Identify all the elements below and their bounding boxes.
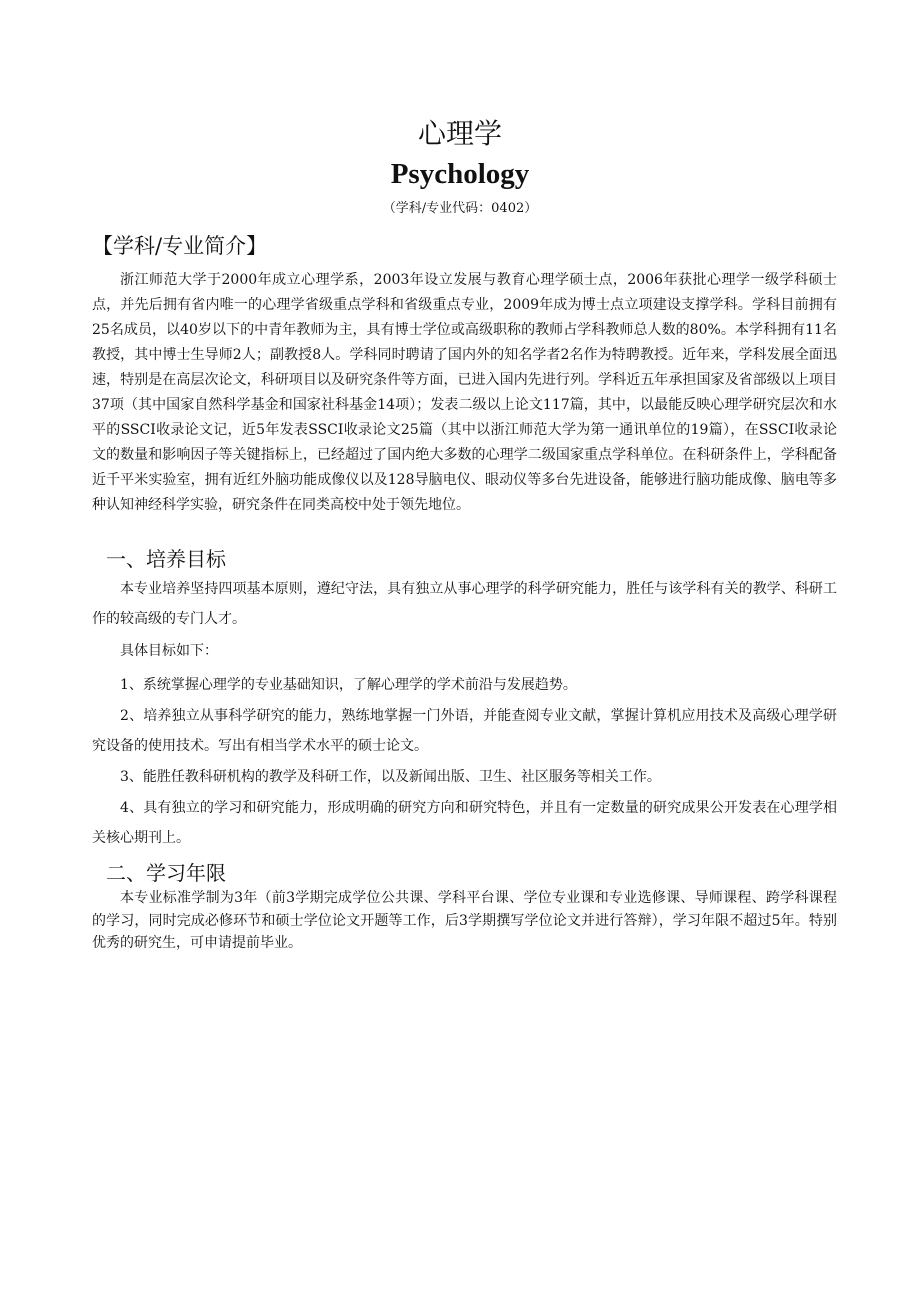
list-item: 4、具有独立的学习和研究能力，形成明确的研究方向和研究特色，并且有一定数量的研究成果公开发表在心理学相关核心期刊上。 — [92, 800, 837, 846]
intro-heading: 【学科/专业简介】 — [92, 234, 268, 258]
goal-list — [92, 670, 837, 854]
page-title-english: Psychology — [390, 158, 530, 190]
page-title-chinese: 心理学 — [417, 117, 502, 150]
section-heading-training-goals: 一、培养目标 — [106, 547, 226, 571]
list-item: 2、培养独立从事科学研究的能力，熟练地掌握一门外语，并能查阅专业文献，掌握计算机应用技术及高级心理学研究设备的使用技术。写出有相当学术水平的硕士论文。 — [92, 708, 837, 754]
section-heading-study-duration: 二、学习年限 — [106, 861, 226, 885]
list-item: 1、系统掌握心理学的专业基础知识，了解心理学的学术前沿与发展趋势。 — [120, 677, 577, 693]
study-duration-paragraph: 本专业标准学制为3年（前3学期完成学位公共课、学科平台课、学位专业课和专业选修课、导师课程、跨学科课程的学习，同时完成必修环节和硕士学位论文开题等工作，后3学期撰写学位论文并进行答辩），学习年限不超过5年。特别优秀的研究生，可申请提前毕业。 — [92, 890, 837, 951]
list-item: 3、能胜任教科研机构的教学及科研工作，以及新闻出版、卫生、社区服务等相关工作。 — [120, 769, 661, 785]
discipline-code: （学科/专业代码：0402） — [382, 201, 538, 216]
intro-paragraph: 浙江师范大学于2000年成立心理学系，2003年设立发展与教育心理学硕士点，2006年获批心理学一级学科硕士点，并先后拥有省内唯一的心理学省级重点学科和省级重点专业，2009年成为博士点立项建设支撑学科。学科目前拥有25名成员，以40岁以下的中青年教师为主，具有博士学位或高级职称的教师占学科教师总人数的80%。本学科拥有11名教授，其中博士生导师2人；副教授8人。学科同时聘请了国内外的知名学者2名作为特聘教授。近年来，学科发展全面迅速，特别是在高层次论文，科研项目以及研究条件等方面，已进入国内先进行列。学科近五年承担国家及省部级以上项目37项（其中国家自然科学基金和国家社科基金14项）；发表二级以上论文117篇，其中，以最能反映心理学研究层次和水平的SSCI收录论文记，近5年发表SSCI收录论文25篇（其中以浙江师范大学为第一通讯单位的19篇），在SSCI收录论文的数量和影响因子等关键指标上，已经超过了国内绝大多数的心理学二级国家重点学科单位。在科研条件上，学科配备近千平米实验室，拥有近红外脑功能成像仪以及128导脑电仪、眼动仪等多台先进设备，能够进行脑功能成像、脑电等多种认知神经科学实验，研究条件在同类高校中处于领先地位。 — [92, 272, 837, 513]
training-goals-paragraph: 本专业培养坚持四项基本原则，遵纪守法，具有独立从事心理学的科学研究能力，胜任与该学科有关的教学、科研工作的较高级的专门人才。 — [92, 581, 837, 627]
specific-goals-label: 具体目标如下： — [120, 643, 218, 659]
